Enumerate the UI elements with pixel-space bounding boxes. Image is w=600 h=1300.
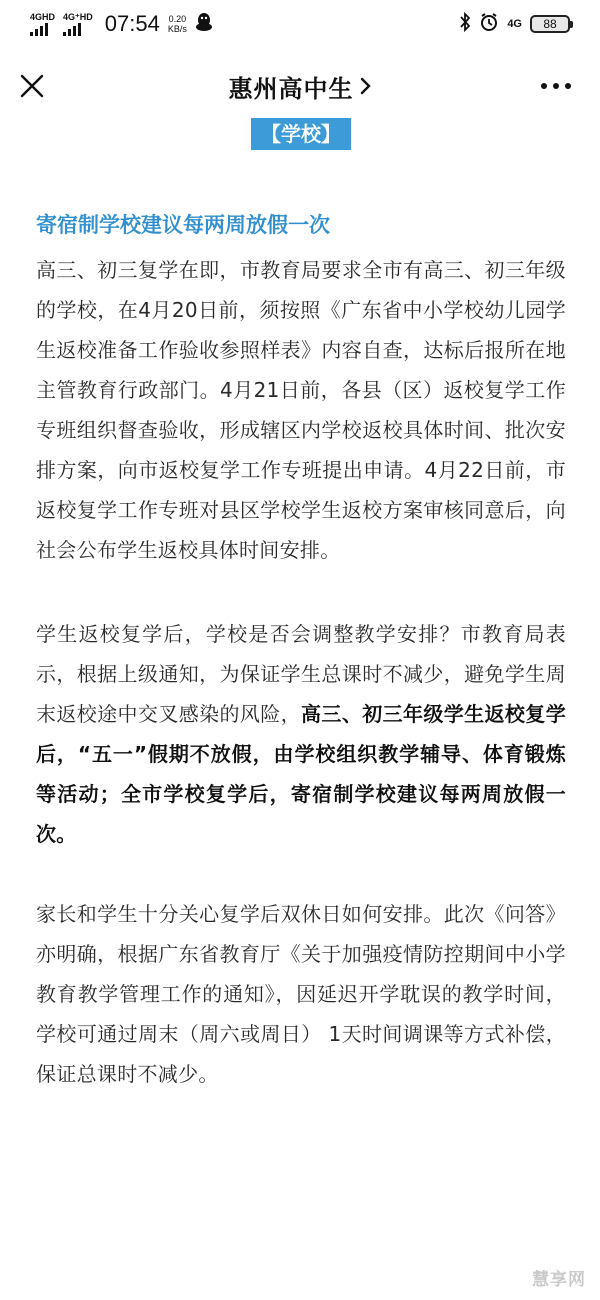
bluetooth-icon	[459, 12, 471, 37]
article-paragraph-3: 家长和学生十分关心复学后双休日如何安排。此次《问答》亦明确，根据广东省教育厅《关于加强疫情防控期间中小学教育教学管理工作的通知》，因延迟开学耽误的教学时间，学校可通过周末（周六或周日） 1天时间调课等方式补偿，保证总课时不减少。	[36, 902, 566, 1086]
paragraph-2-bold-text: 高三、初三年级学生返校复学后，“五一”假期不放假，由学校组织教学辅导、体育锻炼等活动；全市学校复学后，寄宿制学校建议每两周放假一次。	[36, 702, 566, 846]
signal-1-label: 4GHD	[30, 11, 56, 22]
signal-2-label: 4G⁺HD	[63, 11, 93, 22]
alarm-clock-icon	[479, 12, 499, 37]
paragraph-2-text: 学生返校复学后，学校是否会调整教学安排？市教育局表示，根据上级通知，为保证学生总课时不减少，避免学生周末返校途中交叉感染的风险，	[36, 622, 566, 726]
account-title-link[interactable]	[229, 69, 372, 104]
article-paragraph-1: 高三、初三复学在即，市教育局要求全市有高三、初三年级的学校，在4月20日前，须按照《广东省中小学校幼儿园学生返校准备工作验收参照样表》内容自查，达标后报所在地主管教育行政部门。4月21日前，各县（区）返校复学工作专班组织督查验收，形成辖区内学校返校具体时间、批次安排方案，向市返校复学工作专班提出申请。4月22日前，市返校复学工作专班对县区学校学生返校方案审核同意后，向社会公布学生返校具体时间安排。	[36, 258, 566, 562]
qq-penguin-icon	[195, 12, 213, 37]
top-nav-bar	[0, 56, 600, 116]
article-paragraph-2	[36, 614, 566, 854]
clock-time: 07:54	[104, 11, 160, 36]
status-bar-right	[459, 12, 570, 37]
close-icon	[20, 74, 44, 98]
signal-icon-2	[63, 13, 93, 36]
more-dot	[553, 83, 559, 89]
site-watermark: 慧享网	[532, 1270, 586, 1290]
close-button[interactable]	[14, 68, 50, 104]
signal-icon-1	[30, 13, 55, 36]
network-speed-unit: KB/s	[167, 24, 187, 34]
battery-icon	[530, 15, 570, 33]
article-content	[36, 118, 566, 1094]
more-dot	[541, 83, 547, 89]
status-bar	[0, 0, 600, 48]
chevron-right-icon	[360, 76, 372, 96]
category-tag-row	[36, 118, 566, 150]
network-speed-value: 0.20	[168, 14, 187, 24]
category-tag: 【学校】	[251, 118, 351, 150]
network-type-label: 4G	[507, 18, 522, 30]
page-title: 惠州高中生	[228, 74, 354, 103]
battery-level: 88	[543, 17, 557, 31]
status-bar-left	[30, 11, 213, 37]
network-speed	[168, 14, 187, 34]
more-dot	[565, 83, 571, 89]
section-heading: 寄宿制学校建议每两周放假一次	[36, 213, 330, 237]
more-options-button[interactable]	[536, 74, 576, 98]
